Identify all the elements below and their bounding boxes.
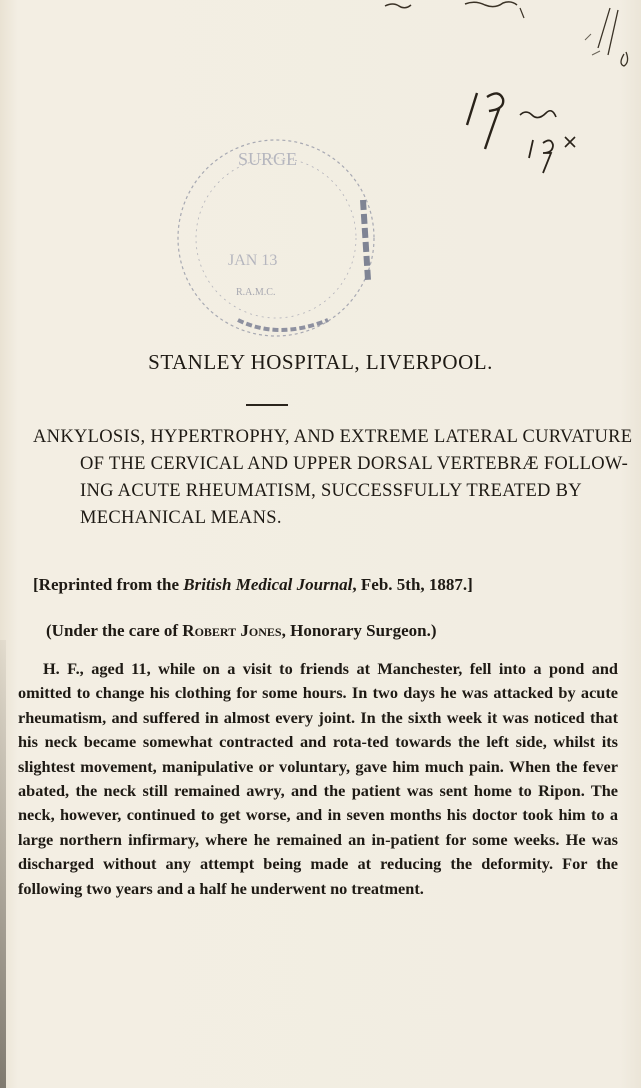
- care-prefix: (Under the care of: [46, 621, 183, 640]
- stamp-text-date: JAN 13: [228, 252, 278, 269]
- handwritten-numbers: [465, 85, 610, 180]
- stamp-text-bottom: R.A.M.C.: [236, 287, 276, 298]
- care-suffix: , Honorary Surgeon.): [281, 621, 437, 640]
- reprint-open: [Reprinted from the: [33, 575, 184, 594]
- care-note: [46, 620, 626, 642]
- case-report-paragraph: H. F., aged 11, while on a visit to friends at Manchester, fell into a pond and omitted to change his clothing for some hours. In two days he was attacked by acute rheumatism, and suffered in almost every joint. In the sixth week it was noticed that his neck became somewhat contracted and rota-ted towards the left side, whilst its slightest movement, manipulative or voluntary, gave him much pain. When the fever abated, the neck still remained awry, and the patient was sent home to Ripon. The neck, however, continued to get worse, and in seven months his doctor took him to a large northern infirmary, where he remained an in-patient for some weeks. He was discharged without any attempt being made at reducing the deformity. For the following two years and a half he underwent no treatment.: [18, 659, 618, 898]
- hospital-heading: STANLEY HOSPITAL, LIVERPOOL.: [148, 350, 493, 374]
- page-edge-shadow: [0, 640, 6, 1088]
- surgeon-name: Robert Jones: [182, 621, 282, 640]
- stamp-text-top: SURGE: [238, 149, 298, 169]
- title-divider: [246, 404, 288, 406]
- journal-name: British Medical Journal: [183, 575, 353, 594]
- article-title: ANKYLOSIS, HYPERTROPHY, AND EXTREME LATERAL CURVATURE OF THE CERVICAL AND UPPER DORSAL VERTEBRÆ FOLLOW-ING ACUTE RHEUMATISM, SUCCESSFULLY TREATED BY MECHANICAL MEANS.: [33, 427, 633, 528]
- library-stamp: [168, 130, 383, 345]
- corner-ink-marks: [380, 0, 641, 80]
- reprint-close: , Feb. 5th, 1887.]: [352, 575, 473, 594]
- reprint-note: [33, 574, 613, 596]
